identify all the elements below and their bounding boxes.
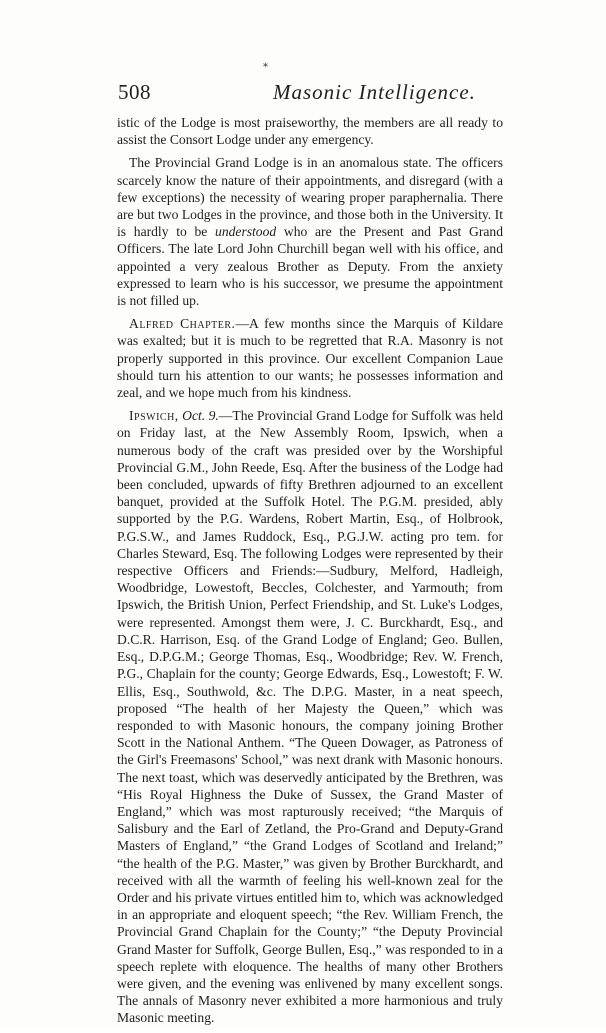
section-lead: Alfred Chapter. — [129, 316, 236, 332]
running-header — [118, 80, 498, 104]
page-number: 508 — [118, 80, 151, 104]
paragraph-continuation — [117, 114, 503, 148]
paragraph-text: —The Provincial Grand Lodge for Suffolk was held on Friday last, at the New Assembly Room, Ipswich, when a numerous body of the craft was presided over by the Worshipful Provincial G.M., John Reede, Esq. After the business of the Lodge had been concluded, upwards of fifty Brethren adjourned to an excellent banquet, provided at the Suffolk Hotel. The P.G.M. presided, ably supported by the P.G. Wardens, Robert Martin, Esq., of Holbrook, P.G.S.W., and James Ruddock, Esq., P.G.J.W. acting pro tem. for Charles Steward, Esq. The following Lodges were represented by their respective Officers and Friends:—Sudbury, Melford, Hadleigh, Woodbridge, Lowestoft, Beccles, Colchester, and Yarmouth; from Ipswich, the British Union, Perfect Friendship, and St. Luke's Lodges, were represented. Amongst them were, J. C. Burckhardt, Esq., and D.C.R. Harrison, Esq. of the Grand Lodge of England; Geo. Bullen, Esq., D.P.G.M.; George Thomas, Esq., Woodbridge; Rev. W. French, P.G., Chaplain for the county; George Edwards, Esq., Lowestoft; F. W. Ellis, Esq., Southwold, &c. The D.P.G. Master, in a neat speech, proposed “The health of her Majesty the Queen,” which was responded to with Masonic honours, the company joining Brother Scott in the National Anthem. “The Queen Dowager, as Patroness of the Girl's Freemasons' School,” was next drank with Masonic honours. The next toast, which was deservedly anticipated by the Brethren, was “His Royal Highness the Duke of Sussex, the Grand Master of England,” which was most rapturously received; “the Marquis of Salisbury and the Earl of Zetland, the Pro-Grand and Deputy-Grand Masters of England,” “the Grand Lodges of Scotland and Ireland;” “the health of the P.G. Master,” was given by Brother Burckhardt, and received with all the warmth of feeling his well-known zeal for the Order and his private virtues entitled him to, which was acknowledged in an appropriate and eloquent speech; “the Rev. William French, the Provincial Grand Chaplain for the County;” “the Deputy Provincial Grand Master for Suffolk, George Bullen, Esq.,” was responded to in a speech replete with eloquence. The healths of many other Brothers were given, and the evening was enlivened by many excellent songs. The annals of Masonry never exhibited a more harmonious and truly Masonic meeting. — [117, 408, 503, 1026]
section-date: Oct. 9. — [178, 408, 219, 424]
printer-mark: * — [263, 62, 268, 73]
article-body — [117, 114, 503, 1033]
emphasis-text: understood — [215, 224, 277, 240]
paragraph-text: —A few months since the Marquis of Kildare was exalted; but it is much to be regretted that R.A. Masonry is not properly supported in this province. Our excellent Companion Laue should turn his attention to our wants; he possesses information and zeal, and we hope much from his kindness. — [117, 316, 503, 401]
paragraph-provincial-grand-lodge — [117, 154, 503, 309]
page-title: Masonic Intelligence. — [273, 80, 476, 104]
section-lead: Ipswich, — [129, 408, 179, 424]
paragraph-text: who are the Present and Past Grand Officers. The late Lord John Churchill began well with his office, and appointed a very zealous Brother as Deputy. From the anxiety expressed to learn who is his successor, we presume the appointment is not filled up. — [117, 224, 503, 309]
paragraph-text: The Provincial Grand Lodge is in an anomalous state. The officers scarcely know the nature of their appointments, and disregard (with a few exceptions) the necessity of wearing proper paraphernalia. There are but two Lodges in the province, and those both in the University. It is hardly to be — [117, 155, 503, 240]
paragraph-alfred-chapter — [117, 315, 503, 401]
paragraph-ipswich — [117, 407, 503, 1026]
paragraph-text: istic of the Lodge is most praiseworthy, the members are all ready to assist the Consort Lodge under any emergency. — [117, 115, 503, 148]
